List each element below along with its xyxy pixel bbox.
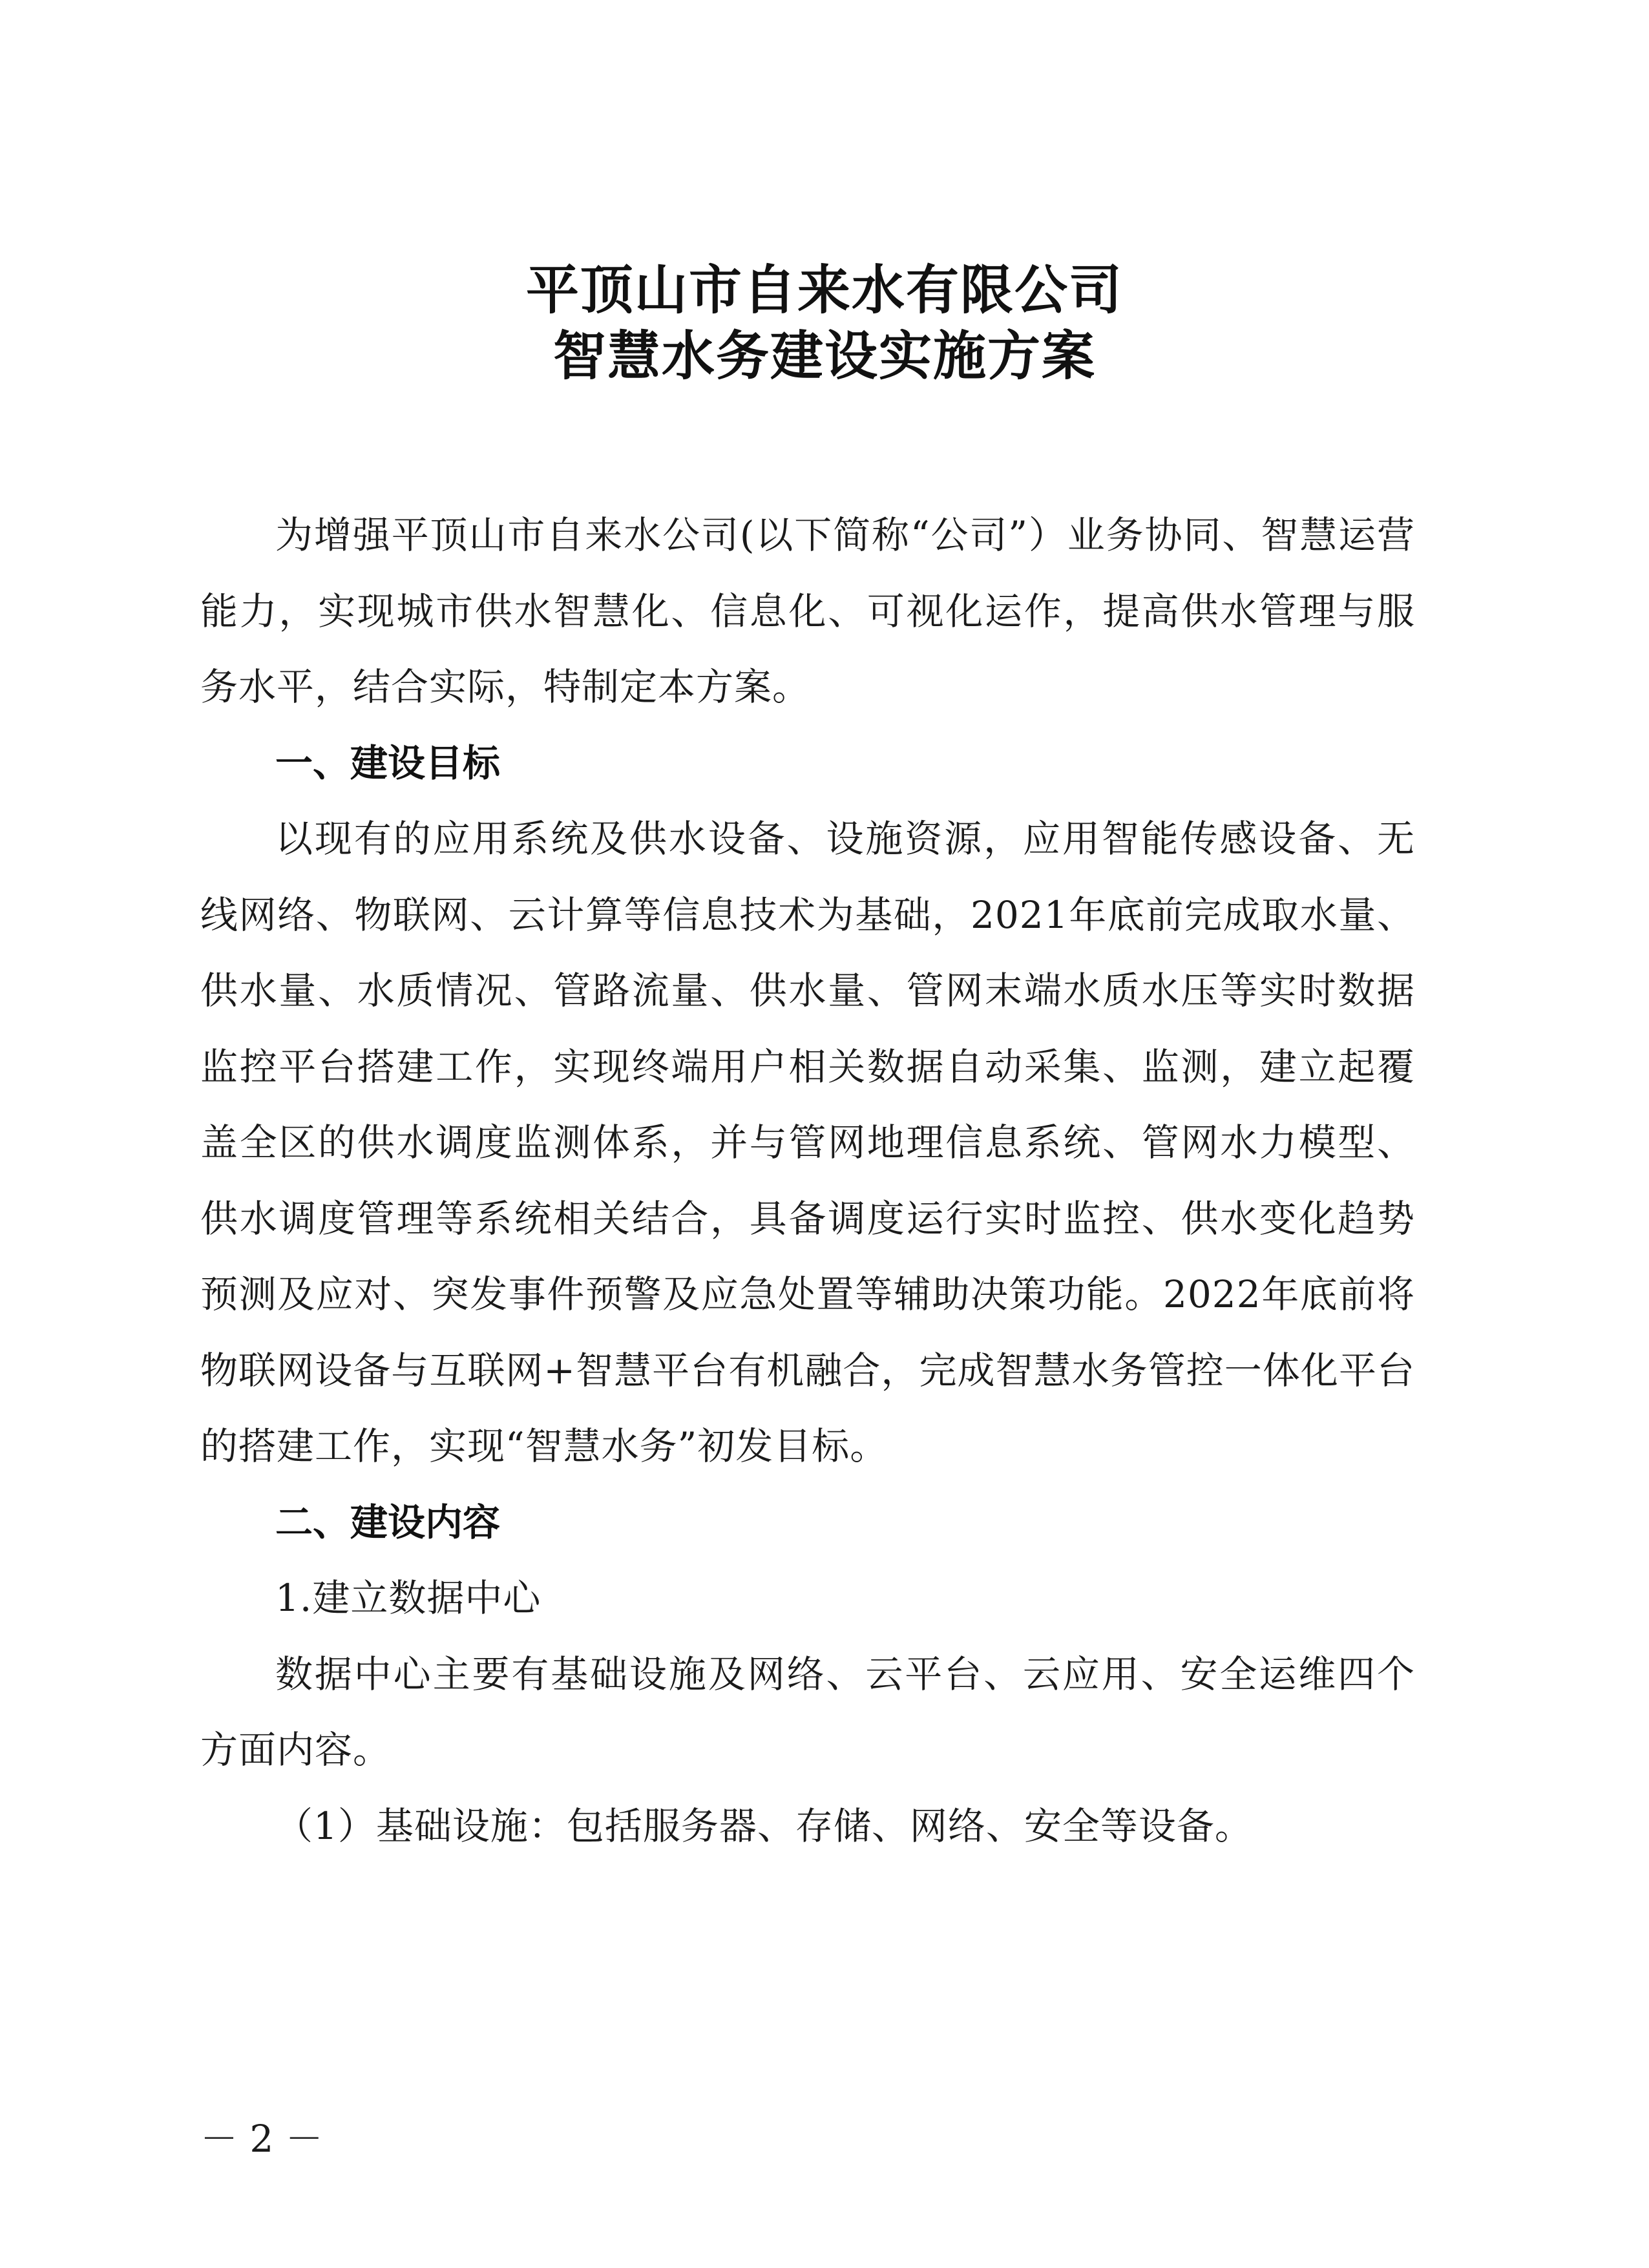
subsection-1-paragraph: 数据中心主要有基础设施及网络、云平台、云应用、安全运维四个方面内容。 [200, 1652, 1415, 1772]
section-1-paragraph: 以现有的应用系统及供水设备、设施资源，应用智能传感设备、无线网络、物联网、云计算等信息技术为基础，2021年底前完成取水量、供水量、水质情况、管路流量、供水量、管网末端水质水压等实时数据监控平台搭建工作，实现终端用户相关数据自动采集、监测，建立起覆盖全区的供水调度监测体系，并与管网地理信息系统、管网水力模型、供水调度管理等系统相关结合，具备调度运行实时监控、供水变化趋势预测及应对、突发事件预警及应急处置等辅助决策功能。2022年底前将物联网设备与互联网+智慧平台有机融合，完成智慧水务管控一体化平台的搭建工作，实现“智慧水务”初发目标。 [200, 817, 1415, 1468]
section-1-heading: 一、建设目标 [275, 740, 501, 785]
title-line-2: 智慧水务建设实施方案 [552, 325, 1096, 387]
intro-paragraph: 为增强平顶山市自来水公司(以下简称“公司”）业务协同、智慧运营能力，实现城市供水智慧化、信息化、可视化运作，提高供水管理与服务水平，结合实际，特制定本方案。 [200, 513, 1415, 709]
document-title [0, 257, 1649, 389]
item-1-paragraph: （1）基础设施：包括服务器、存储、网络、安全等设备。 [275, 1803, 1253, 1848]
subsection-1-heading: 1.建立数据中心 [275, 1576, 541, 1620]
title-line-1: 平顶山市自来水有限公司 [525, 259, 1123, 321]
section-2-heading: 二、建设内容 [275, 1500, 501, 1544]
document-body [200, 498, 1415, 1864]
page-number: － 2 － [200, 2117, 323, 2161]
